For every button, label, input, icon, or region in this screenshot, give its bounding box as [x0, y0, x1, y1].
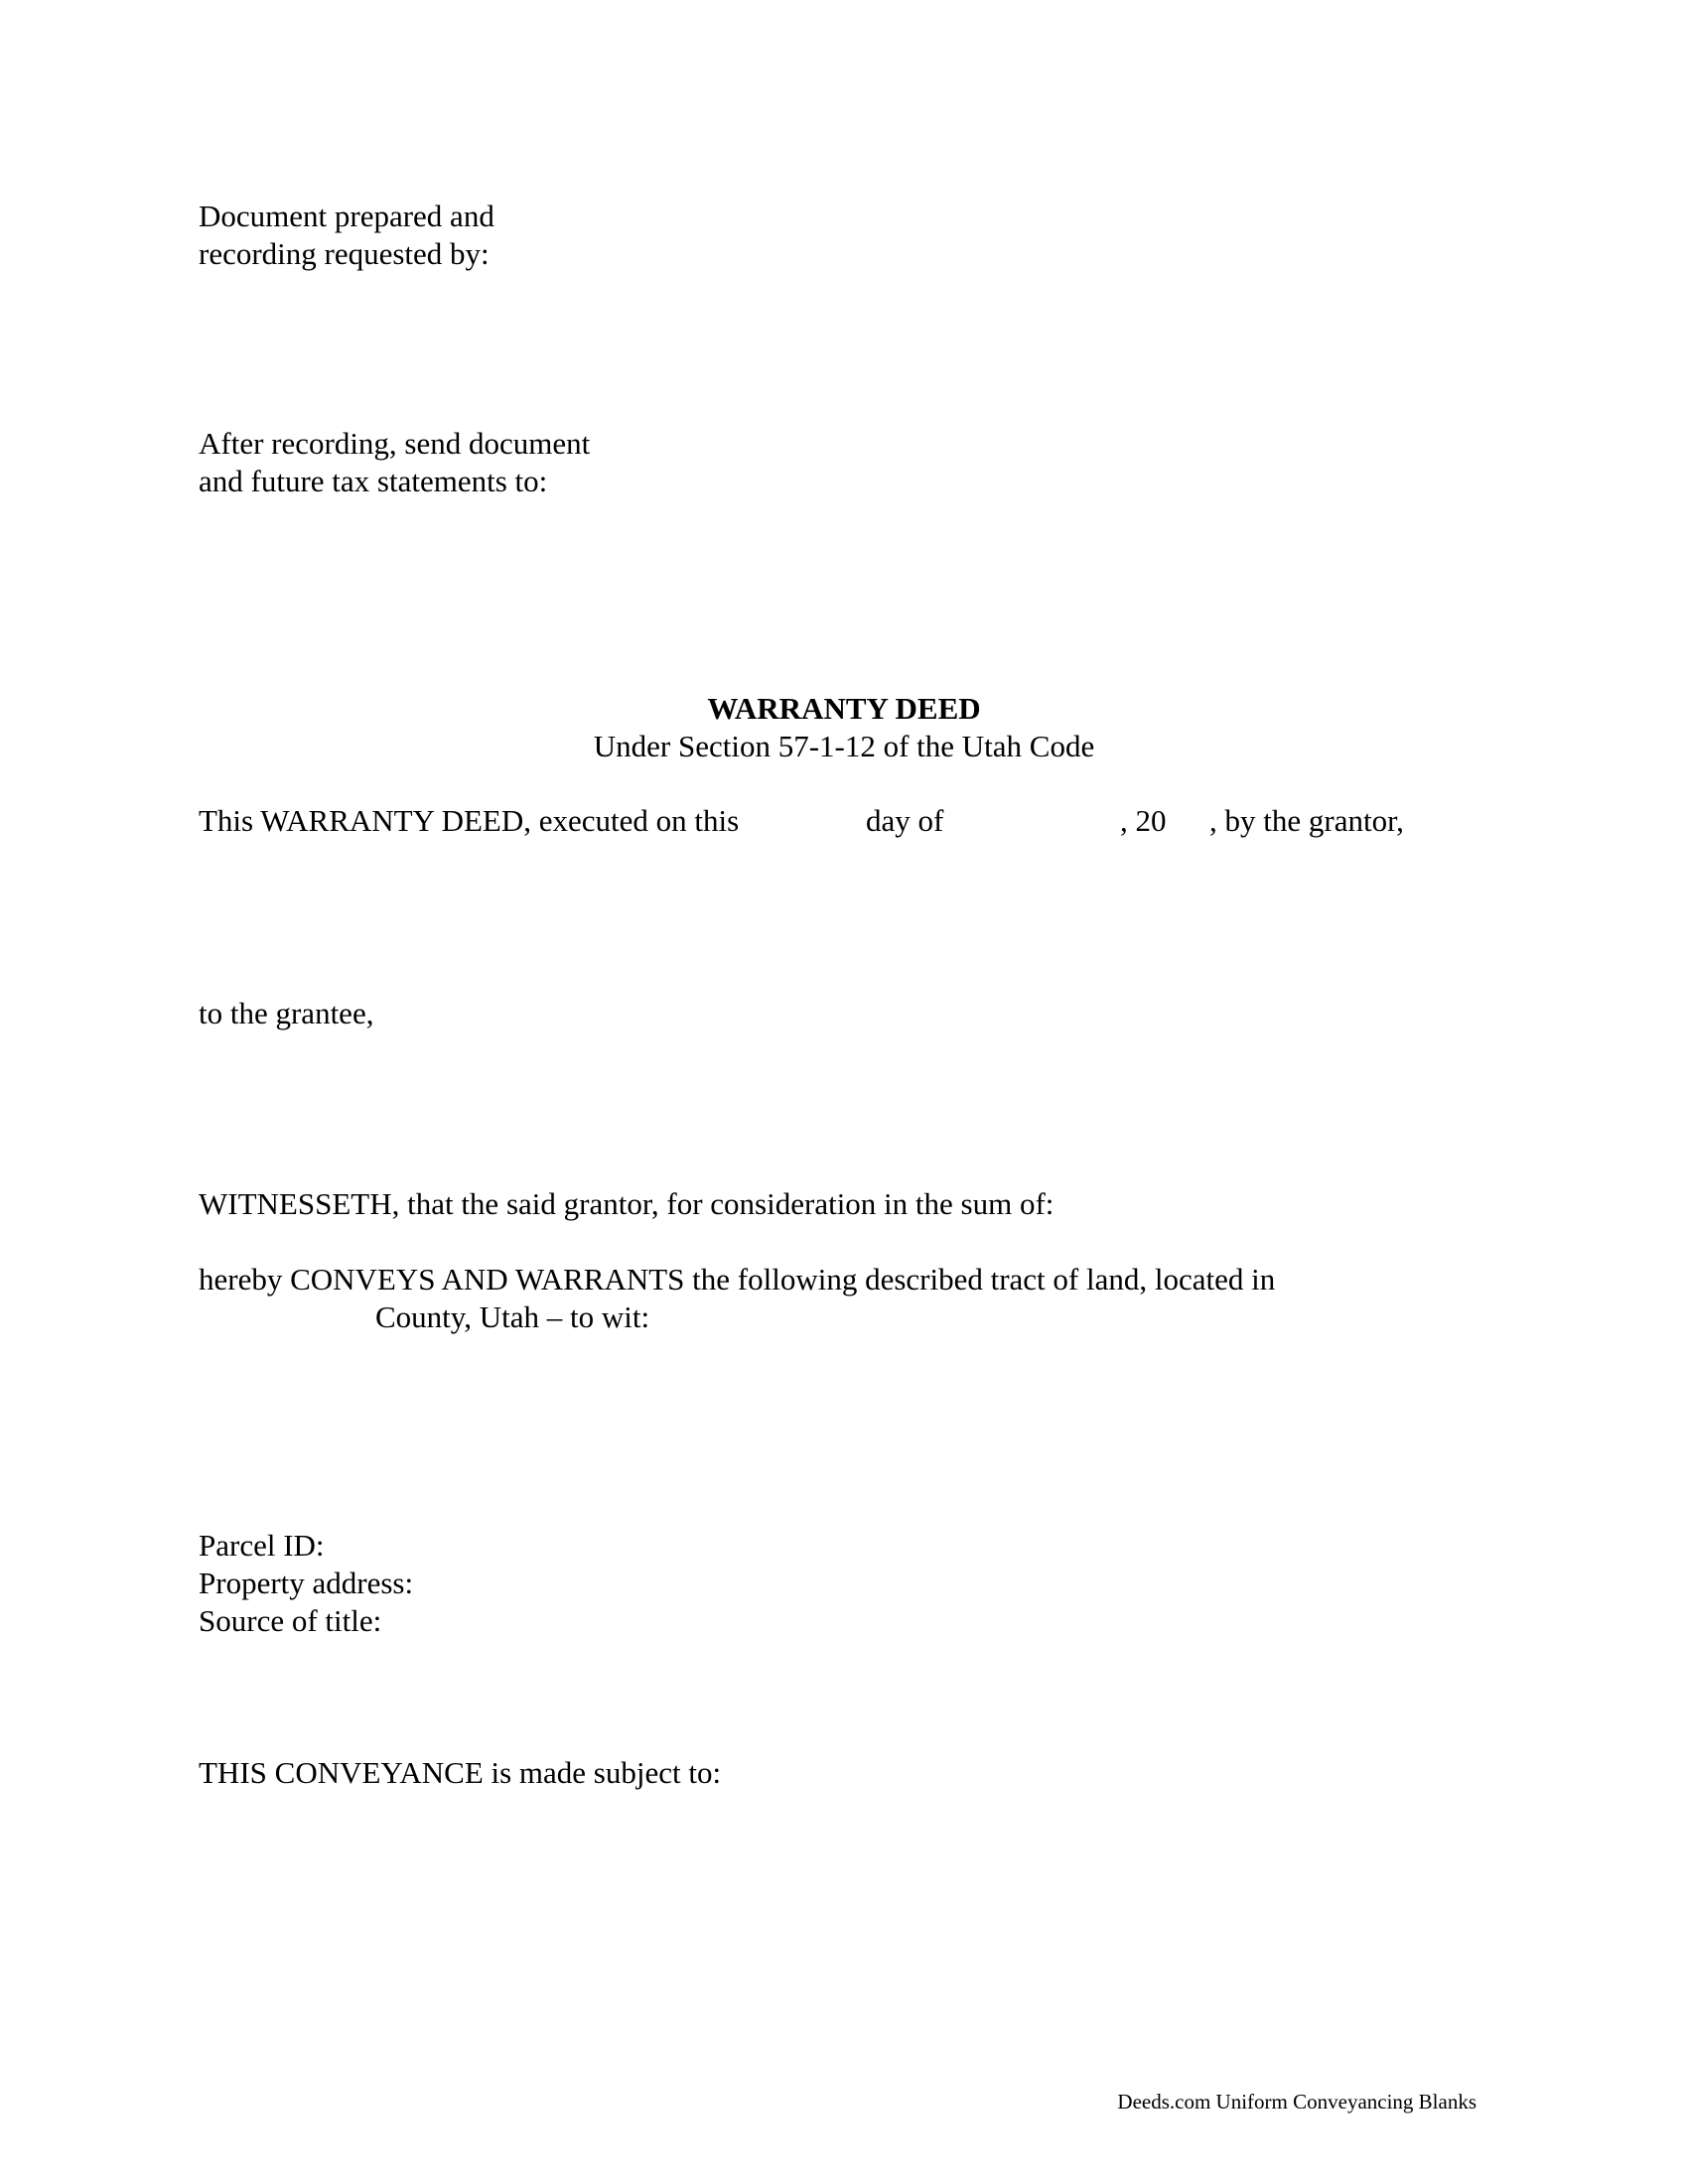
witnesseth-line: WITNESSETH, that the said grantor, for consideration in the sum of:: [199, 1186, 1055, 1221]
prepared-by-line-2: recording requested by:: [199, 236, 490, 271]
property-address-label: Property address:: [199, 1566, 414, 1600]
source-of-title-label: Source of title:: [199, 1603, 382, 1638]
send-to-line-2: and future tax statements to:: [199, 464, 548, 498]
footer-text: Deeds.com Uniform Conveyancing Blanks: [1117, 2090, 1477, 2114]
execution-text-1: This WARRANTY DEED, executed on this: [199, 803, 740, 838]
conveys-line-2: County, Utah – to wit:: [375, 1299, 650, 1334]
execution-text-3: , 20: [1120, 803, 1167, 838]
execution-text-4: , by the grantor,: [1209, 803, 1404, 838]
document-subtitle: Under Section 57-1-12 of the Utah Code: [593, 729, 1095, 763]
execution-text-2: day of: [866, 803, 944, 838]
document-title: WARRANTY DEED: [707, 691, 981, 726]
send-to-line-1: After recording, send document: [199, 426, 591, 461]
parcel-id-label: Parcel ID:: [199, 1528, 325, 1563]
conveyance-subject-line: THIS CONVEYANCE is made subject to:: [199, 1755, 722, 1790]
grantee-line: to the grantee,: [199, 996, 374, 1030]
conveys-line-1: hereby CONVEYS AND WARRANTS the following described tract of land, located in: [199, 1262, 1276, 1297]
prepared-by-line-1: Document prepared and: [199, 199, 494, 233]
